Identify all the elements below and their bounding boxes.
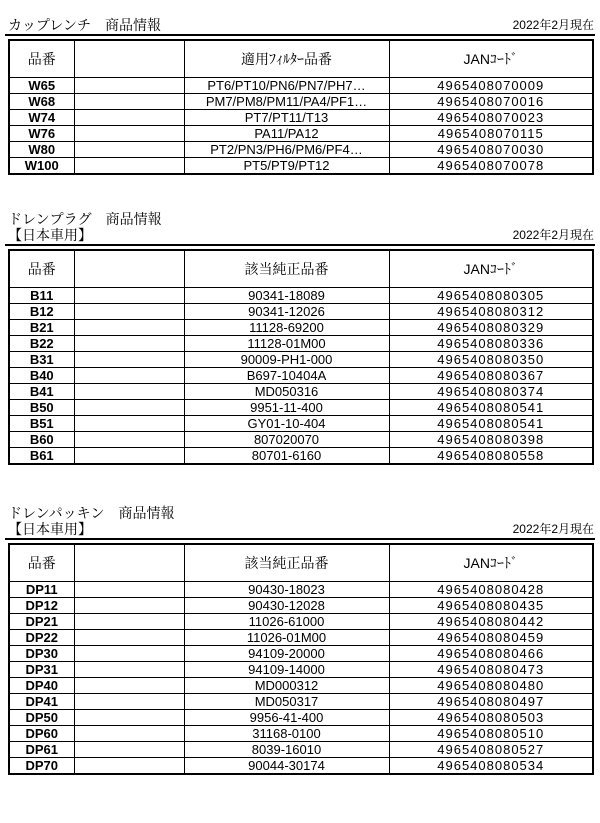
part-number-cell: DP40 (9, 678, 74, 694)
ref-number-cell: 90009-PH1-000 (184, 352, 389, 368)
table-row (9, 598, 593, 614)
ref-number-cell: PT2/PN3/PH6/PM6/PF4… (184, 142, 389, 158)
part-number-cell: B41 (9, 384, 74, 400)
table-row (9, 336, 593, 352)
section-header (5, 17, 595, 36)
empty-cell (74, 304, 184, 320)
part-number-cell: W80 (9, 142, 74, 158)
ref-number-cell: 807020070 (184, 432, 389, 448)
ref-number-cell: 11128-01M00 (184, 336, 389, 352)
empty-cell (74, 142, 184, 158)
ref-number-cell: 94109-20000 (184, 646, 389, 662)
part-number-cell: B22 (9, 336, 74, 352)
ref-number-cell: PT7/PT11/T13 (184, 110, 389, 126)
jan-code-cell: 4965408080480 (389, 678, 593, 694)
col-header-part-number: 品番 (9, 40, 74, 78)
section-title: ドレンパッキン 商品情報 (8, 505, 175, 521)
section-cup-wrench (5, 17, 595, 175)
jan-code-cell: 4965408080459 (389, 630, 593, 646)
ref-number-cell: 90430-18023 (184, 582, 389, 598)
ref-number-cell: PM7/PM8/PM11/PA4/PF1… (184, 94, 389, 110)
ref-number-cell: 90430-12028 (184, 598, 389, 614)
ref-number-cell: 90341-12026 (184, 304, 389, 320)
ref-number-cell: 9951-11-400 (184, 400, 389, 416)
ref-number-cell: MD050316 (184, 384, 389, 400)
jan-code-cell: 4965408080435 (389, 598, 593, 614)
jan-code-cell: 4965408080367 (389, 368, 593, 384)
product-table (8, 39, 594, 175)
jan-code-cell: 4965408080510 (389, 726, 593, 742)
empty-cell (74, 694, 184, 710)
table-row (9, 288, 593, 304)
jan-code-cell: 4965408080336 (389, 336, 593, 352)
empty-cell (74, 742, 184, 758)
table-row (9, 630, 593, 646)
part-number-cell: B31 (9, 352, 74, 368)
product-table (8, 543, 594, 775)
col-header-empty (74, 40, 184, 78)
jan-code-cell: 4965408080374 (389, 384, 593, 400)
date-current-note: 2022年2月現在 (512, 522, 594, 536)
empty-cell (74, 352, 184, 368)
empty-cell (74, 432, 184, 448)
jan-code-cell: 4965408070115 (389, 126, 593, 142)
ref-number-cell: 8039-16010 (184, 742, 389, 758)
part-number-cell: B60 (9, 432, 74, 448)
part-number-cell: B12 (9, 304, 74, 320)
part-number-cell: B40 (9, 368, 74, 384)
table-row (9, 710, 593, 726)
table-row (9, 646, 593, 662)
ref-number-cell: 94109-14000 (184, 662, 389, 678)
table-row (9, 758, 593, 775)
jan-code-cell: 4965408070030 (389, 142, 593, 158)
product-table (8, 249, 594, 465)
jan-code-cell: 4965408070016 (389, 94, 593, 110)
date-current-note: 2022年2月現在 (512, 18, 594, 32)
ref-number-cell: MD050317 (184, 694, 389, 710)
ref-number-cell: 11128-69200 (184, 320, 389, 336)
jan-code-cell: 4965408080305 (389, 288, 593, 304)
ref-number-cell: MD000312 (184, 678, 389, 694)
empty-cell (74, 710, 184, 726)
empty-cell (74, 630, 184, 646)
col-header-jan-code: JANｺｰﾄﾞ (389, 250, 593, 288)
ref-number-cell: 80701-6160 (184, 448, 389, 465)
jan-code-cell: 4965408080527 (389, 742, 593, 758)
part-number-cell: W68 (9, 94, 74, 110)
section-drain-plug (5, 211, 595, 465)
section-header (5, 505, 595, 540)
part-number-cell: B61 (9, 448, 74, 465)
part-number-cell: DP21 (9, 614, 74, 630)
table-row (9, 662, 593, 678)
date-current-note: 2022年2月現在 (512, 228, 594, 242)
header-row (9, 40, 593, 78)
empty-cell (74, 678, 184, 694)
empty-cell (74, 758, 184, 775)
table-row (9, 742, 593, 758)
jan-code-cell: 4965408080541 (389, 400, 593, 416)
section-drain-packing (5, 505, 595, 775)
part-number-cell: DP22 (9, 630, 74, 646)
jan-code-cell: 4965408080541 (389, 416, 593, 432)
empty-cell (74, 662, 184, 678)
jan-code-cell: 4965408080312 (389, 304, 593, 320)
ref-number-cell: 9956-41-400 (184, 710, 389, 726)
part-number-cell: W100 (9, 158, 74, 175)
part-number-cell: DP41 (9, 694, 74, 710)
jan-code-cell: 4965408070023 (389, 110, 593, 126)
table-row (9, 694, 593, 710)
empty-cell (74, 126, 184, 142)
section-header (5, 211, 595, 246)
jan-code-cell: 4965408070009 (389, 78, 593, 94)
empty-cell (74, 336, 184, 352)
part-number-cell: B50 (9, 400, 74, 416)
empty-cell (74, 416, 184, 432)
empty-cell (74, 598, 184, 614)
table-row (9, 352, 593, 368)
table-row (9, 368, 593, 384)
jan-code-cell: 4965408080473 (389, 662, 593, 678)
empty-cell (74, 646, 184, 662)
table-row (9, 678, 593, 694)
ref-number-cell: B697-10404A (184, 368, 389, 384)
part-number-cell: W74 (9, 110, 74, 126)
col-header-ref-number: 該当純正品番 (184, 544, 389, 582)
empty-cell (74, 582, 184, 598)
jan-code-cell: 4965408070078 (389, 158, 593, 175)
market-note: 【日本車用】 (8, 521, 92, 537)
ref-number-cell: GY01-10-404 (184, 416, 389, 432)
market-note: 【日本車用】 (8, 227, 92, 243)
empty-cell (74, 400, 184, 416)
part-number-cell: W76 (9, 126, 74, 142)
col-header-jan-code: JANｺｰﾄﾞ (389, 40, 593, 78)
ref-number-cell: PT5/PT9/PT12 (184, 158, 389, 175)
header-row (9, 250, 593, 288)
jan-code-cell: 4965408080329 (389, 320, 593, 336)
col-header-jan-code: JANｺｰﾄﾞ (389, 544, 593, 582)
header-row (9, 544, 593, 582)
part-number-cell: W65 (9, 78, 74, 94)
table-row (9, 448, 593, 465)
section-title: ドレンプラグ 商品情報 (8, 211, 162, 227)
part-number-cell: DP70 (9, 758, 74, 775)
table-row (9, 416, 593, 432)
jan-code-cell: 4965408080534 (389, 758, 593, 775)
empty-cell (74, 288, 184, 304)
part-number-cell: DP61 (9, 742, 74, 758)
table-row (9, 320, 593, 336)
col-header-ref-number: 該当純正品番 (184, 250, 389, 288)
part-number-cell: DP60 (9, 726, 74, 742)
col-header-empty (74, 250, 184, 288)
table-row (9, 94, 593, 110)
empty-cell (74, 110, 184, 126)
empty-cell (74, 320, 184, 336)
section-title: カップレンチ 商品情報 (8, 17, 161, 33)
ref-number-cell: PT6/PT10/PN6/PN7/PH7… (184, 78, 389, 94)
empty-cell (74, 368, 184, 384)
ref-number-cell: 31168-0100 (184, 726, 389, 742)
table-row (9, 432, 593, 448)
part-number-cell: B21 (9, 320, 74, 336)
table-row (9, 384, 593, 400)
jan-code-cell: 4965408080428 (389, 582, 593, 598)
jan-code-cell: 4965408080398 (389, 432, 593, 448)
table-row (9, 582, 593, 598)
table-row (9, 158, 593, 175)
part-number-cell: B11 (9, 288, 74, 304)
empty-cell (74, 384, 184, 400)
table-row (9, 126, 593, 142)
part-number-cell: DP50 (9, 710, 74, 726)
empty-cell (74, 78, 184, 94)
part-number-cell: DP12 (9, 598, 74, 614)
part-number-cell: DP31 (9, 662, 74, 678)
ref-number-cell: 90044-30174 (184, 758, 389, 775)
jan-code-cell: 4965408080558 (389, 448, 593, 465)
table-row (9, 304, 593, 320)
ref-number-cell: 90341-18089 (184, 288, 389, 304)
empty-cell (74, 158, 184, 175)
table-row (9, 400, 593, 416)
ref-number-cell: PA11/PA12 (184, 126, 389, 142)
empty-cell (74, 448, 184, 465)
ref-number-cell: 11026-61000 (184, 614, 389, 630)
jan-code-cell: 4965408080350 (389, 352, 593, 368)
part-number-cell: DP11 (9, 582, 74, 598)
col-header-empty (74, 544, 184, 582)
col-header-ref-number: 適用ﾌｨﾙﾀｰ品番 (184, 40, 389, 78)
table-row (9, 110, 593, 126)
jan-code-cell: 4965408080497 (389, 694, 593, 710)
ref-number-cell: 11026-01M00 (184, 630, 389, 646)
part-number-cell: B51 (9, 416, 74, 432)
empty-cell (74, 94, 184, 110)
jan-code-cell: 4965408080466 (389, 646, 593, 662)
table-row (9, 78, 593, 94)
jan-code-cell: 4965408080503 (389, 710, 593, 726)
jan-code-cell: 4965408080442 (389, 614, 593, 630)
table-row (9, 614, 593, 630)
col-header-part-number: 品番 (9, 544, 74, 582)
table-row (9, 726, 593, 742)
col-header-part-number: 品番 (9, 250, 74, 288)
table-row (9, 142, 593, 158)
part-number-cell: DP30 (9, 646, 74, 662)
empty-cell (74, 726, 184, 742)
empty-cell (74, 614, 184, 630)
